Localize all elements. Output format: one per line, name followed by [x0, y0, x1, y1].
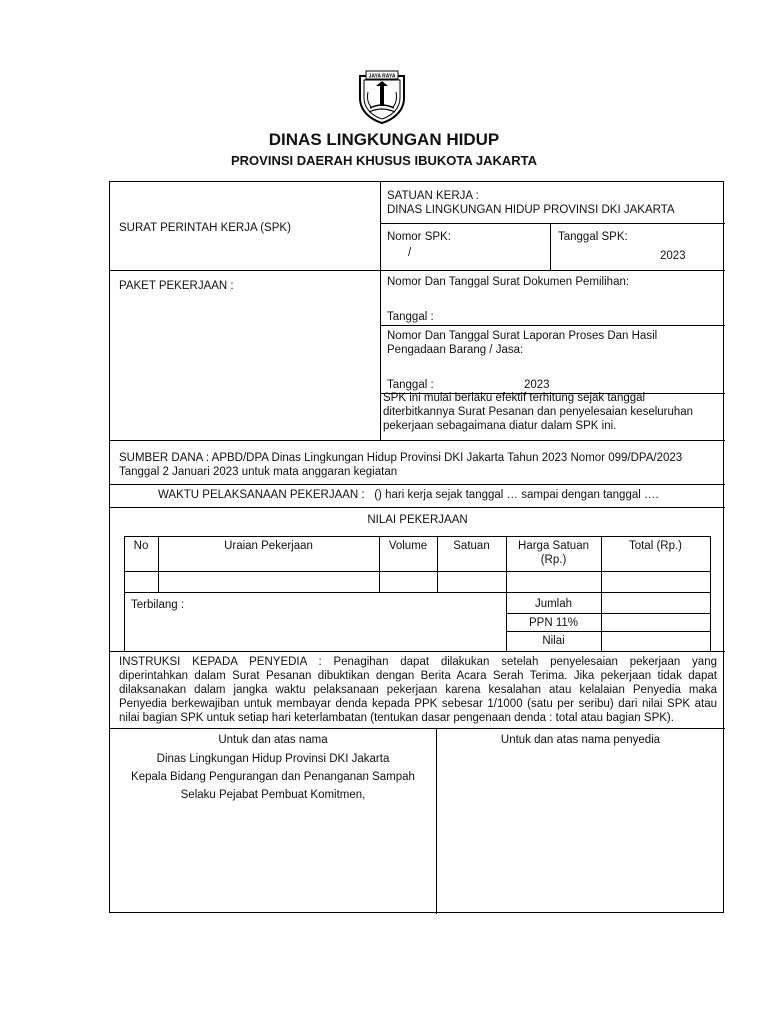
- ppn-label: PPN 11%: [528, 617, 578, 629]
- col-no-header: No: [133, 540, 149, 552]
- divider: [124, 536, 710, 537]
- laporan-label: Nomor Dan Tanggal Surat Laporan Proses Dan Hasil: [387, 330, 658, 342]
- efektif-text-3: pekerjaan sebagaimana diatur dalam SPK ini.: [383, 420, 617, 432]
- efektif-text-2: diterbitkannya Surat Pesanan dan penyelesaian keseluruhan: [383, 406, 694, 418]
- tanggal-spk-label: Tanggal SPK:: [558, 231, 628, 243]
- divider: [436, 728, 437, 914]
- tanggal-laporan-value: 2023: [524, 379, 550, 391]
- col-uraian-header: Uraian Pekerjaan: [224, 540, 313, 552]
- nilai-pekerjaan-title: NILAI PEKERJAAN: [367, 514, 468, 526]
- col-harga-header: Harga Satuan: [518, 540, 589, 552]
- divider: [380, 325, 725, 326]
- nomor-spk-value: /: [408, 247, 412, 259]
- divider: [110, 484, 725, 485]
- divider: [124, 592, 710, 593]
- nomor-spk-label: Nomor SPK:: [387, 231, 451, 243]
- col-volume-header: Volume: [388, 540, 428, 552]
- page-subtitle: PROVINSI DAERAH KHUSUS IBUKOTA JAKARTA: [231, 153, 537, 168]
- satuan-kerja-value: DINAS LINGKUNGAN HIDUP PROVINSI DKI JAKARTA: [387, 204, 675, 216]
- spk-label: SURAT PERINTAH KERJA (SPK): [119, 222, 291, 234]
- tanggal-spk-value: 2023: [660, 250, 686, 262]
- divider: [110, 651, 725, 652]
- tanggal-dokumen-label: Tanggal :: [387, 311, 434, 323]
- divider: [124, 536, 125, 651]
- efektif-text: SPK ini mulai berlaku efektif terhitung sejak tanggal: [383, 392, 646, 404]
- sumber-dana: SUMBER DANA : APBD/DPA Dinas Lingkungan Hidup Provinsi DKI Jakarta Tahun 2023 Nomor 099/DPA/2023: [119, 452, 683, 464]
- divider: [110, 270, 725, 271]
- page-title: DINAS LINGKUNGAN HIDUP: [268, 130, 500, 149]
- sumber-dana-2: Tanggal 2 Januari 2023 untuk mata anggaran kegiatan: [119, 466, 398, 478]
- divider: [710, 536, 711, 651]
- divider: [110, 507, 725, 508]
- nilai-label: Nilai: [542, 635, 565, 647]
- col-total-header: Total (Rp.): [628, 540, 683, 552]
- divider: [110, 440, 725, 441]
- waktu-pelaksanaan: WAKTU PELAKSANAAN PEKERJAAN : () hari kerja sejak tanggal … sampai dengan tanggal ….: [158, 489, 659, 501]
- terbilang-label: Terbilang :: [131, 599, 185, 611]
- instruksi-line-3: dilaksanakan dalam jangka waktu pelaksanaan pekerjaan karena kesalahan atau kelalaian Penyedia maka: [119, 684, 717, 696]
- instruksi-line-4: Penyedia berkewajiban untuk membayar denda kepada PPK sebesar 1/1000 (satu per seribu) dari nilai SPK atau: [119, 698, 717, 710]
- divider: [550, 223, 551, 270]
- tanggal-laporan-label: Tanggal :: [387, 379, 434, 391]
- col-satuan-header: Satuan: [453, 540, 490, 552]
- signature-left-2: Dinas Lingkungan Hidup Provinsi DKI Jakarta: [156, 753, 390, 765]
- col-harga-unit: (Rp.): [540, 554, 567, 566]
- divider: [506, 631, 710, 632]
- divider: [506, 613, 710, 614]
- signature-left-3: Kepala Bidang Pengurangan dan Penanganan Sampah: [131, 771, 415, 783]
- signature-right-1: Untuk dan atas nama penyedia: [500, 734, 661, 746]
- spk-form: [109, 181, 724, 913]
- signature-left-1: Untuk dan atas nama: [218, 734, 328, 746]
- jakarta-emblem-logo: [356, 68, 408, 124]
- instruksi-line-1: INSTRUKSI KEPADA PENYEDIA : Penagihan dapat dilakukan setelah penyelesaian pekerjaan yang: [119, 656, 717, 668]
- divider: [601, 536, 602, 651]
- jumlah-label: Jumlah: [534, 598, 573, 610]
- paket-pekerjaan-label: PAKET PEKERJAAN :: [119, 280, 234, 292]
- instruksi-line-5: nilai bagian SPK untuk setiap hari keterlambatan (tentukan dasar pengenaan denda : total atau bagian SPK).: [119, 712, 674, 724]
- divider: [380, 182, 381, 440]
- laporan-label-2: Pengadaan Barang / Jasa:: [387, 344, 524, 356]
- divider: [380, 223, 725, 224]
- divider: [110, 728, 725, 729]
- divider: [124, 571, 710, 572]
- satuan-kerja-label: SATUAN KERJA :: [387, 190, 479, 202]
- signature-left-4: Selaku Pejabat Pembuat Komitmen,: [180, 789, 366, 801]
- instruksi-line-2: diperintahkan dalam Surat Pesanan dibuktikan dengan Berita Acara Serah Terima. Jika pekerjaan tidak dapat: [119, 670, 717, 682]
- svg-text:JAYA RAYA: JAYA RAYA: [368, 73, 396, 80]
- dokumen-pemilihan-label: Nomor Dan Tanggal Surat Dokumen Pemilihan:: [387, 276, 630, 288]
